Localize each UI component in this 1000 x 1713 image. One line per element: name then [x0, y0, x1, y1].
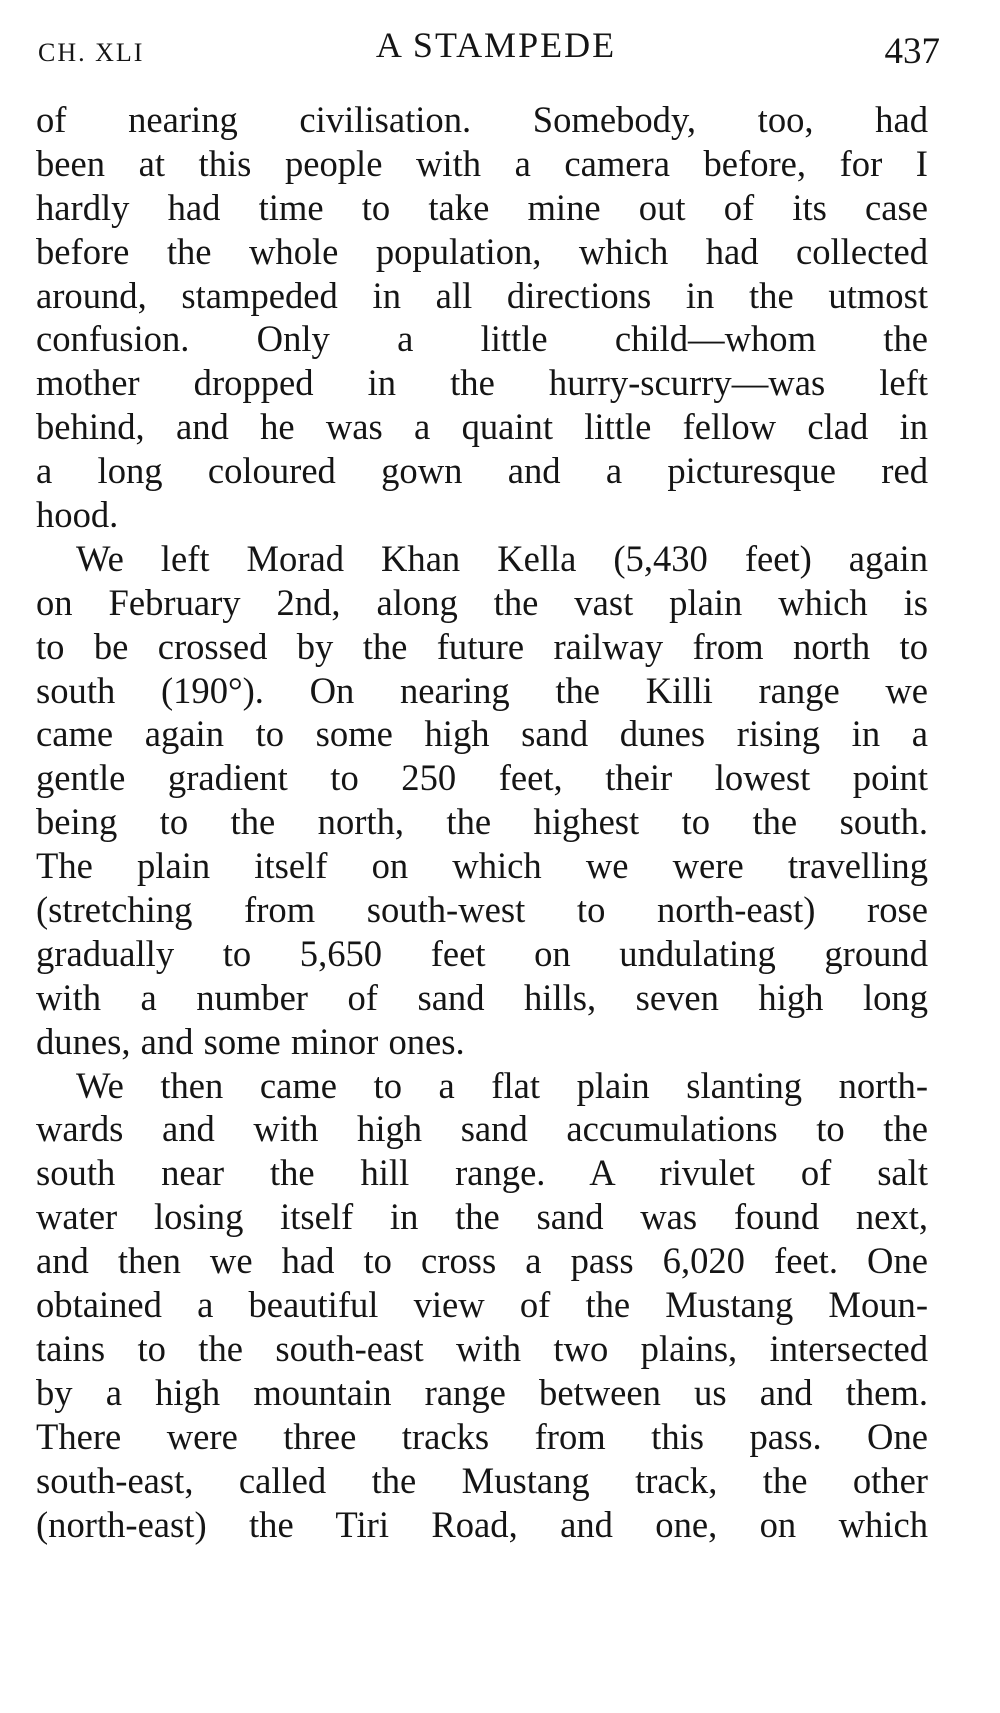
- text-line: (stretching from south-west to north-east) rose: [36, 889, 928, 931]
- paragraph-1: [36, 98, 928, 537]
- text-line: and then we had to cross a pass 6,020 feet. One: [36, 1240, 928, 1282]
- book-page: [36, 0, 976, 1713]
- text-line: hood.: [36, 494, 119, 536]
- text-line: behind, and he was a quaint little fellow clad in: [36, 406, 928, 448]
- text-line: dunes, and some minor ones.: [36, 1020, 465, 1062]
- text-line: by a high mountain range between us and them.: [36, 1371, 928, 1413]
- text-line: before the whole population, which had collected: [36, 230, 928, 272]
- text-line: been at this people with a camera before, for I: [36, 142, 928, 184]
- text-line: hardly had time to take mine out of its case: [36, 186, 928, 228]
- text-line: water losing itself in the sand was found next,: [36, 1196, 928, 1238]
- text-line: wards and with high sand accumulations to the: [36, 1108, 928, 1150]
- text-line: came again to some high sand dunes rising in a: [36, 713, 928, 755]
- text-line: confusion. Only a little child—whom the: [36, 318, 928, 360]
- paragraph-3: [36, 1064, 928, 1547]
- text-line: south near the hill range. A rivulet of salt: [36, 1152, 928, 1194]
- text-line: being to the north, the highest to the south.: [36, 801, 928, 843]
- page-number: 437: [884, 31, 940, 72]
- running-head: [36, 22, 976, 82]
- text-line: on February 2nd, along the vast plain which is: [36, 581, 928, 623]
- text-line: (north-east) the Tiri Road, and one, on which: [36, 1503, 928, 1545]
- text-line: We then came to a flat plain slanting north-: [76, 1064, 928, 1106]
- text-line: a long coloured gown and a picturesque red: [36, 450, 928, 492]
- text-line: gentle gradient to 250 feet, their lowest point: [36, 757, 928, 799]
- text-line: around, stampeded in all directions in the utmost: [36, 274, 928, 316]
- text-line: tains to the south-east with two plains, intersected: [36, 1327, 928, 1369]
- text-line: to be crossed by the future railway from north to: [36, 625, 928, 667]
- text-line: south-east, called the Mustang track, the other: [36, 1459, 928, 1501]
- text-line: There were three tracks from this pass. One: [36, 1415, 928, 1457]
- text-line: with a number of sand hills, seven high long: [36, 976, 928, 1018]
- text-line: mother dropped in the hurry-scurry—was left: [36, 362, 928, 404]
- body-text: [36, 98, 928, 1546]
- text-line: The plain itself on which we were travelling: [36, 845, 928, 887]
- text-line: We left Morad Khan Kella (5,430 feet) again: [76, 537, 928, 579]
- running-title: A STAMPEDE: [375, 25, 617, 65]
- chapter-label: CH. XLI: [38, 38, 145, 67]
- paragraph-2: [36, 537, 928, 1064]
- text-line: gradually to 5,650 feet on undulating ground: [36, 932, 928, 974]
- text-line: of nearing civilisation. Somebody, too, had: [36, 99, 928, 140]
- text-line: south (190°). On nearing the Killi range we: [36, 669, 928, 711]
- text-line: obtained a beautiful view of the Mustang Moun-: [36, 1284, 928, 1326]
